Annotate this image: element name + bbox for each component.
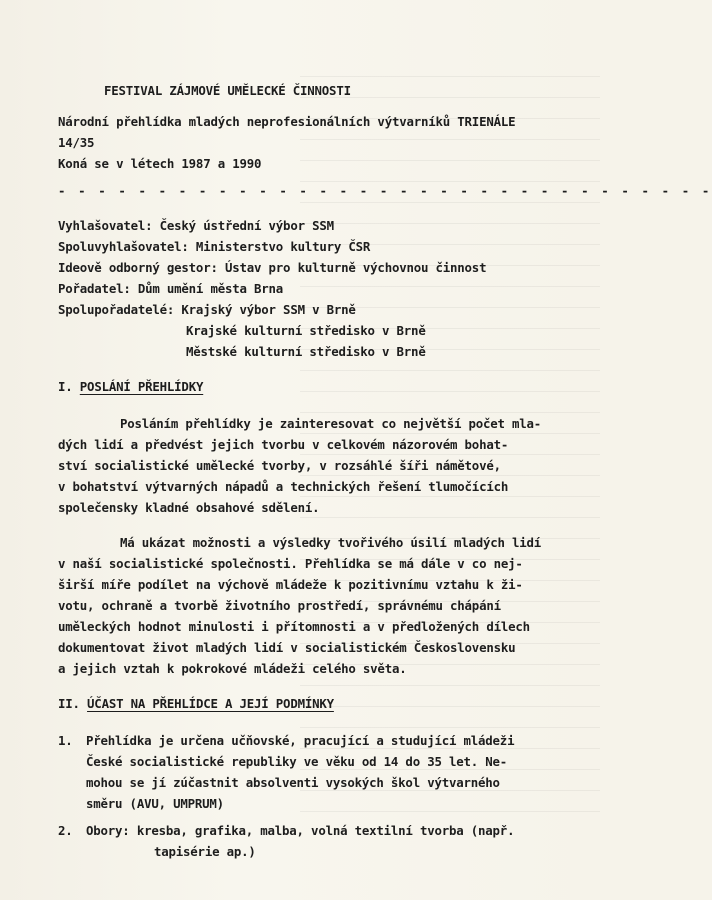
paragraph-line: uměleckých hodnot minulosti i přítomnosti a v předložených dílech — [58, 619, 530, 634]
co-organizers: Spolupořadatelé: Krajský výbor SSM v Brně — [58, 302, 356, 317]
announcer: Vyhlašovatel: Český ústřední výbor SSM — [58, 218, 334, 233]
guarantor: Ideově odborný gestor: Ústav pro kulturně výchovnou činnost — [58, 260, 487, 275]
document-body — [58, 80, 712, 868]
list-item-line: Obory: kresba, grafika, malba, volná textilní tvorba (např. — [86, 823, 515, 838]
event-dates: Koná se v létech 1987 a 1990 — [58, 156, 262, 171]
paragraph-line: širší míře podílet na výchově mládeže k pozitivnímu vztahu k ži- — [58, 577, 523, 592]
section-1-heading — [58, 376, 578, 397]
organizer: Pořadatel: Dům umění města Brna — [58, 281, 284, 296]
paragraph-line: a jejich vztah k pokrokové mládeži celého světa. — [58, 661, 407, 676]
section-1-title: POSLÁNÍ PŘEHLÍDKY — [79, 379, 204, 394]
list-item-number: 1. — [58, 733, 73, 748]
list-item-line: tapisérie ap.) — [154, 844, 256, 859]
festival-title: FESTIVAL ZÁJMOVÉ UMĚLECKÉ ČINNOSTI — [104, 83, 351, 98]
paragraph-line: dokumentovat život mladých lidí v socialistickém Československu — [58, 640, 516, 655]
paragraph-line: v bohatství výtvarných nápadů a technických řešení tlumočících — [58, 479, 509, 494]
paragraph-line: Má ukázat možnosti a výsledky tvořivého úsilí mladých lidí — [120, 535, 542, 550]
age-range: 14/35 — [58, 135, 95, 150]
co-announcer: Spoluvyhlašovatel: Ministerstvo kultury ČSR — [58, 239, 371, 254]
section-1-number: I. — [58, 379, 73, 394]
section-1-paragraph-2 — [58, 532, 578, 679]
list-item — [58, 730, 578, 814]
separator-line: - - - - - - - - - - - - - - - - - - - - - - - - - - - - - - - - - — [58, 183, 712, 198]
paragraph-line: společensky kladné obsahové sdělení. — [58, 500, 320, 515]
list-item-number: 2. — [58, 823, 73, 838]
section-2-heading — [58, 693, 578, 714]
organizers-block — [58, 215, 578, 362]
paragraph-line: ství socialistické umělecké tvorby, v rozsáhlé šíři námětové, — [58, 458, 501, 473]
section-2-number: II. — [58, 696, 80, 711]
section-1-paragraph-1 — [58, 413, 578, 518]
list-item-line: směru (AVU, UMPRUM) — [86, 796, 224, 811]
paragraph-line: v naší socialistické společnosti. Přehlídka se má dále v co nej- — [58, 556, 523, 571]
list-item-line: České socialistické republiky ve věku od 14 do 35 let. Ne- — [86, 754, 508, 769]
co-organizer-3: Městské kulturní středisko v Brně — [186, 344, 426, 359]
list-item — [58, 820, 578, 862]
list-item-line: mohou se jí zúčastnit absolventi vysokých škol výtvarného — [86, 775, 500, 790]
event-subtitle: Národní přehlídka mladých neprofesionálních výtvarníků TRIENÁLE — [58, 114, 516, 129]
list-item-line: Přehlídka je určena učňovské, pracující a studující mládeži — [86, 733, 515, 748]
paragraph-line: dých lidí a předvést jejich tvorbu v celkovém názorovém bohat- — [58, 437, 509, 452]
section-2-title: ÚČAST NA PŘEHLÍDCE A JEJÍ PODMÍNKY — [87, 696, 334, 711]
co-organizer-2: Krajské kulturní středisko v Brně — [186, 323, 426, 338]
paragraph-line: votu, ochraně a tvorbě životního prostředí, správnému chápání — [58, 598, 501, 613]
paragraph-line: Posláním přehlídky je zainteresovat co největší počet mla- — [120, 416, 542, 431]
